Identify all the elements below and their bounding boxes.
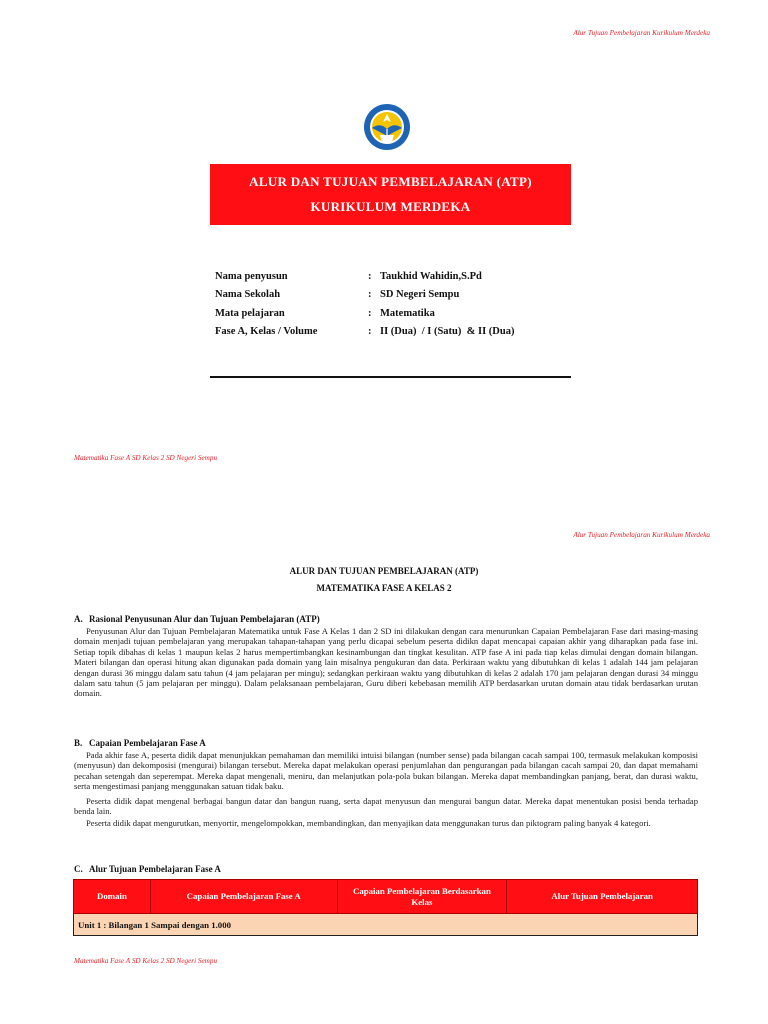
info-colon: :	[368, 326, 372, 338]
section-letter: C.	[74, 864, 83, 874]
info-label: Mata pelajaran	[215, 307, 285, 319]
section-b-paragraph-1: Pada akhir fase A, peserta didik dapat menunjukkan pemahaman dan memiliki intuisi bilangan (number sense) pada bilangan cacah sampai 100, termasuk melakukan komposisi (menyusun) dan dekomposisi (mengurai) bilangan tersebut. Mereka dapat melakukan operasi penjumlahan dan pengurangan pada bilangan cacah sampai 20, dan dapat memahami pecahan setengah dan seperempat. Mereka dapat mengenali, meniru, dan melanjutkan pola-pola bukan bilangan. Mereka dapat membandingkan panjang, berat, dan durasi waktu, serta mengestimasi panjang menggunakan satuan tidak baku.	[74, 750, 698, 792]
cover-title-box	[210, 164, 571, 225]
atp-table	[73, 879, 698, 936]
info-row-sekolah	[215, 286, 514, 305]
section-heading-a	[74, 614, 320, 624]
table-header-cp-fase: Capaian Pembelajaran Fase A	[150, 880, 337, 914]
table-header-domain: Domain	[74, 880, 151, 914]
unit-row: Unit 1 : Bilangan 1 Sampai dengan 1.000	[74, 914, 698, 936]
info-row-fase	[215, 323, 514, 342]
info-label: Nama Sekolah	[215, 289, 281, 301]
doc-title-line1: ALUR DAN TUJUAN PEMBELAJARAN (ATP)	[289, 566, 479, 576]
cover-divider	[210, 376, 571, 378]
table-header-atp: Alur Tujuan Pembelajaran	[507, 880, 698, 914]
info-row-mapel	[215, 304, 514, 323]
section-a-paragraph: Penyusunan Alur dan Tujuan Pembelajaran Matematika untuk Fase A Kelas 1 dan 2 SD ini dilakukan dengan cara menurunkan Capaian Pembelajaran Fase dari masing-masing domain menjadi tujuan pembelajaran yang merupakan tahapan-tahapan yang perlu dicapai sebelum peserta didikn dapat mencapai capaian akhir yang diharapkan pada fase ini. Setiap topik dibahas di kelas 1 maupun kelas 2 harus mempertimbangkan kesinambungan dan tingkat kesulitan. ATP fase A ini pada tiap kelas dimulai dengan domain bilangan. Materi bilangan dan operasi hitung akan digunakan pada domain yang lain misalnya pengukuran dan data. Perkiraan waktu yang dibutuhkan di kelas 1 adalah 144 jam pelajaran dengan durasi 36 minggu dalam satu tahun (4 jam pelajaran per mingu); sedangkan perkiraan waktu yang dibutuhkan di kelas 2 adalah 170 jam pelajaran dengan durasi 34 minggu dalam satu tahun (5 jam pelajaran per minggu). Dalam pelaksanaan pembelajaran, Guru diberi kebebasan memilih ATP berdasarkan urutan domain atau tidak berdasarkan urutan domain.	[74, 626, 698, 699]
section-letter: A.	[74, 614, 83, 624]
doc-title-line2: MATEMATIKA FASE A KELAS 2	[316, 583, 452, 593]
info-value: II (Dua) / I (Satu) & II (Dua)	[380, 326, 515, 338]
running-header: Alur Tujuan Pembelajaran Kurikulum Merdeka	[573, 531, 710, 539]
info-colon: :	[368, 289, 372, 301]
info-value: SD Negeri Sempu	[380, 289, 460, 301]
info-row-penyusun	[215, 267, 514, 286]
table-header-cp-kelas: Capaian Pembelajaran Berdasarkan Kelas	[337, 880, 507, 914]
section-heading-c	[74, 864, 221, 874]
info-colon: :	[368, 270, 372, 282]
section-title: Alur Tujuan Pembelajaran Fase A	[89, 864, 221, 874]
info-colon: :	[368, 307, 372, 319]
cover-title-line2: KURIKULUM MERDEKA	[310, 199, 471, 214]
section-b-paragraph-2: Peserta didik dapat mengenal berbagai bangun datar dan bangun ruang, serta dapat menyusun dan mengurai bangun datar. Mereka dapat menentukan posisi benda terhadap benda lain.	[74, 796, 698, 817]
info-value: Matematika	[380, 307, 435, 319]
info-label: Fase A, Kelas / Volume	[215, 326, 318, 338]
section-heading-b	[74, 738, 206, 748]
section-title: Rasional Penyusunan Alur dan Tujuan Pembelajaran (ATP)	[89, 614, 320, 624]
info-label: Nama penyusun	[215, 270, 288, 282]
running-footer: Matematika Fase A SD Kelas 2 SD Negeri Sempu	[74, 957, 218, 965]
section-b-paragraph-3: Peserta didik dapat mengurutkan, menyortir, mengelompokkan, membandingkan, dan menyajikan data menggunakan turus dan piktogram paling banyak 4 kategori.	[86, 818, 651, 828]
table-row	[74, 914, 698, 936]
section-letter: B.	[74, 738, 83, 748]
table-header-row	[74, 880, 698, 914]
running-header: Alur Tujuan Pembelajaran Kurikulum Merdeka	[573, 29, 710, 37]
cover-title-line1: ALUR DAN TUJUAN PEMBELAJARAN (ATP)	[249, 174, 532, 189]
cover-info	[215, 267, 514, 341]
section-title: Capaian Pembelajaran Fase A	[89, 738, 206, 748]
info-value: Taukhid Wahidin,S.Pd	[380, 270, 482, 282]
tut-wuri-handayani-logo-icon	[358, 102, 416, 152]
running-footer: Matematika Fase A SD Kelas 2 SD Negeri Sempu	[74, 454, 218, 462]
